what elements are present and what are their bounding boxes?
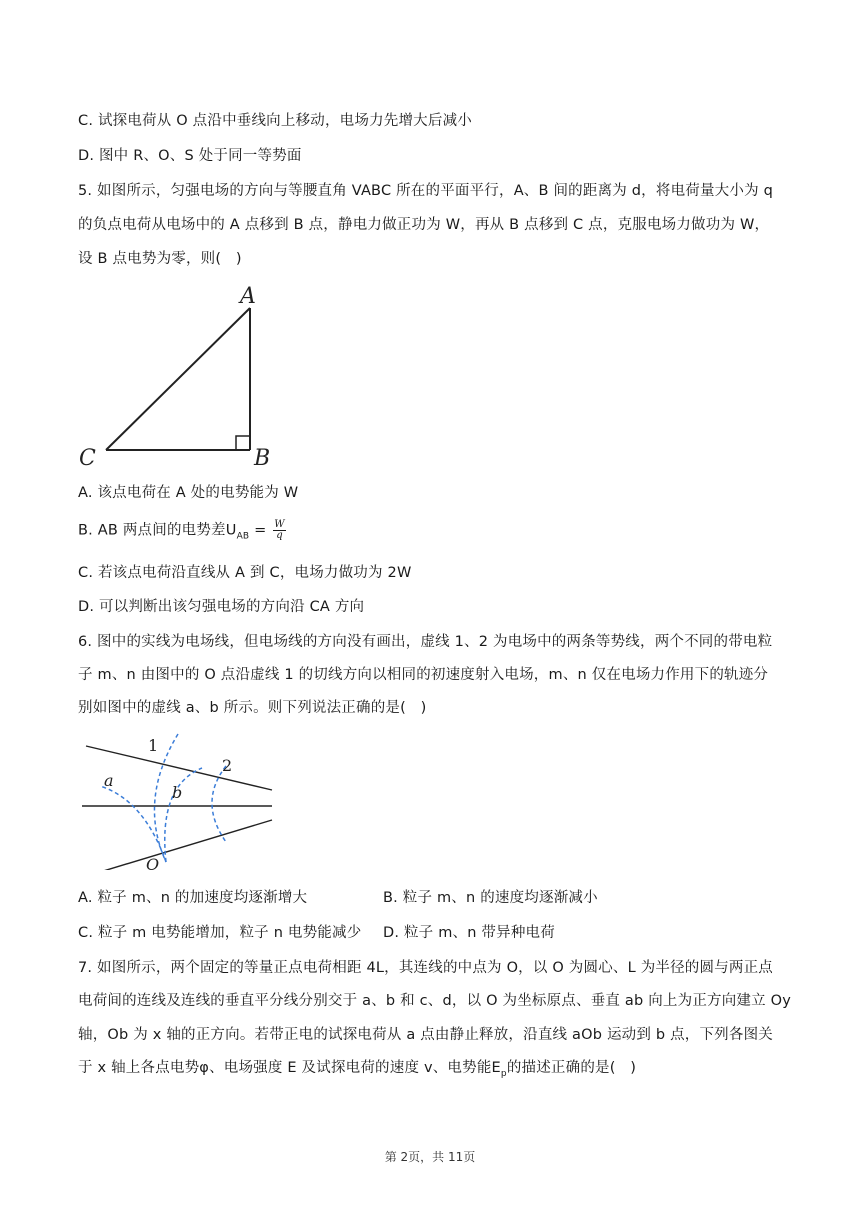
- q7-stem-line2: 电荷间的连线及连线的垂直平分线分别交于 a、b 和 c、d，以 O 为坐标原点、垂直 ab 向上为正方向建立 Oy: [78, 993, 792, 1009]
- equipotential-label-1: 1: [148, 736, 159, 755]
- trajectory-label-a: a: [104, 771, 114, 790]
- fraction-numerator: W: [274, 519, 285, 530]
- right-angle-mark: [236, 436, 250, 450]
- q4-option-c: C. 试探电荷从 O 点沿中垂线向上移动，电场力先增大后减小: [78, 113, 472, 129]
- q5-option-b-subscript: AB: [236, 531, 250, 542]
- fraction-w-over-q: [273, 520, 285, 541]
- q7-line4-text: 于 x 轴上各点电势φ、电场强度 E 及试探电荷的速度 v、电势能E: [78, 1060, 501, 1076]
- q7-stem-line4: [78, 1058, 636, 1084]
- q5-option-b: [78, 520, 286, 546]
- triangle-side-ca: [106, 308, 250, 450]
- q7-line4-subscript: p: [500, 1068, 507, 1079]
- vertex-label-b: B: [254, 446, 271, 471]
- q5-option-c: C. 若该点电荷沿直线从 A 到 C，电场力做功为 2W: [78, 565, 412, 581]
- vertex-label-a: A: [240, 284, 256, 309]
- vertex-label-c: C: [79, 446, 96, 471]
- q6-option-d: D. 粒子 m、n 带异种电荷: [383, 925, 555, 941]
- q5-option-a: A. 该点电荷在 A 处的电势能为 W: [78, 485, 299, 501]
- page-footer: 第 2页，共 11页: [384, 1150, 476, 1164]
- q6-stem-line3: 别如图中的虚线 a、b 所示。则下列说法正确的是( ): [78, 700, 427, 716]
- trajectory-a: [100, 786, 166, 862]
- trajectory-b: [165, 768, 202, 862]
- q6-option-c: C. 粒子 m 电势能增加，粒子 n 电势能减少: [78, 925, 362, 941]
- q7-stem-line1: 7. 如图所示，两个固定的等量正点电荷相距 4L，其连线的中点为 O，以 O 为圆心、L 为半径的圆与两正点: [78, 960, 773, 976]
- trajectory-label-b: b: [172, 783, 183, 802]
- q5-option-b-text: B. AB 两点间的电势差U: [78, 522, 237, 539]
- q6-stem-line2: 子 m、n 由图中的 O 点沿虚线 1 的切线方向以相同的初速度射入电场，m、n 仅在电场力作用下的轨迹分: [78, 667, 769, 683]
- q5-stem-line3: 设 B 点电势为零，则( ): [78, 251, 242, 267]
- q6-option-a: A. 粒子 m、n 的加速度均逐渐增大: [78, 890, 308, 906]
- q6-stem-line1: 6. 图中的实线为电场线，但电场线的方向没有画出，虚线 1、2 为电场中的两条等势线，两个不同的带电粒: [78, 634, 773, 650]
- q6-option-b: B. 粒子 m、n 的速度均逐渐减小: [383, 890, 598, 906]
- q5-stem-line1: 5. 如图所示，匀强电场的方向与等腰直角 VABC 所在的平面平行，A、B 间的距离为 d，将电荷量大小为 q: [78, 183, 773, 199]
- fraction-denominator: q: [276, 530, 283, 541]
- equipotential-label-2: 2: [222, 756, 233, 775]
- q5-option-d: D. 可以判断出该匀强电场的方向沿 CA 方向: [78, 599, 365, 615]
- q7-stem-line3: 轴，Ob 为 x 轴的正方向。若带正电的试探电荷从 a 点由静止释放，沿直线 aOb 运动到 b 点，下列各图关: [78, 1027, 773, 1043]
- q7-line4-suffix: 的描述正确的是( ): [506, 1060, 637, 1076]
- q5-stem-line2: 的负点电荷从电场中的 A 点移到 B 点，静电力做正功为 W，再从 B 点移到 C 点，克服电场力做功为 W，: [78, 217, 770, 233]
- q4-option-d: D. 图中 R、O、S 处于同一等势面: [78, 148, 302, 164]
- q5-option-b-equals: =: [249, 522, 272, 539]
- origin-label-o: O: [146, 855, 160, 870]
- q5-triangle-figure: [74, 282, 284, 472]
- q6-field-figure: [78, 730, 278, 870]
- field-line-bottom: [100, 820, 272, 870]
